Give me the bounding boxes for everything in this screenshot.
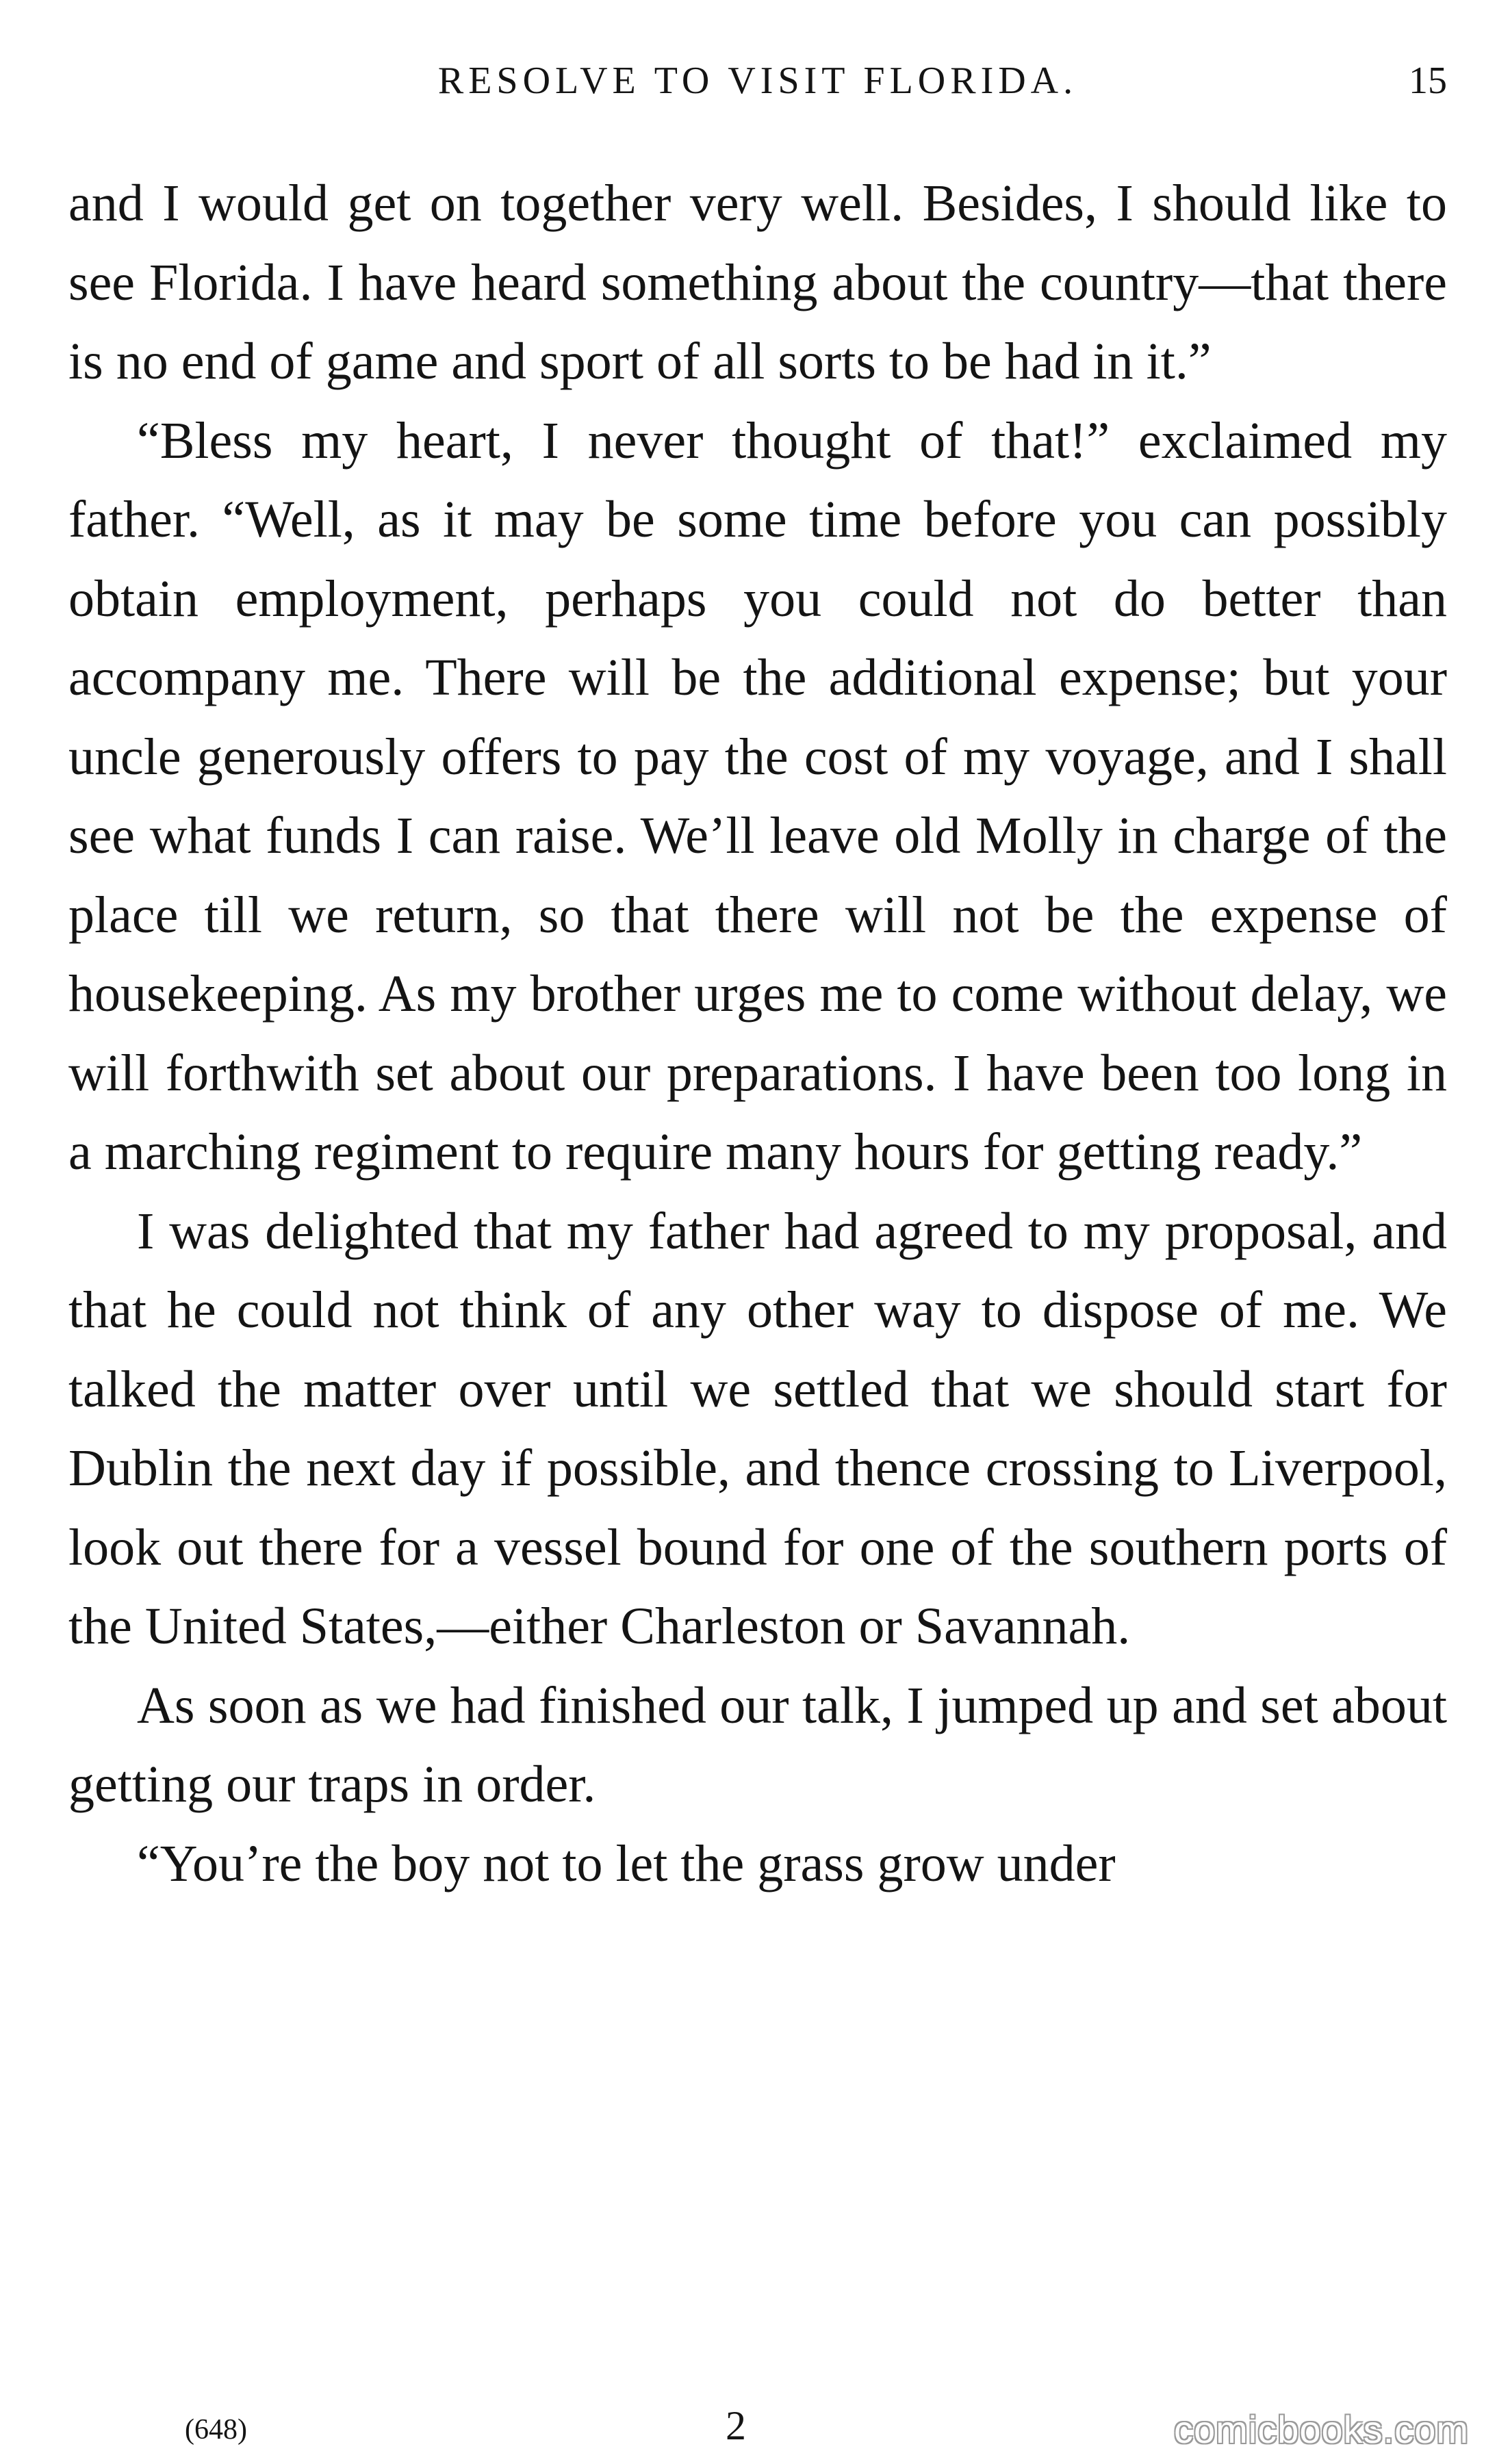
running-head	[68, 53, 1447, 108]
watermark-logo: comicbooks.com	[1173, 2408, 1469, 2451]
paragraph-grass-grow: “You’re the boy not to let the grass grow under	[137, 1834, 1116, 1892]
page-number: 15	[1409, 60, 1447, 102]
paragraph-delighted: I was delighted that my father had agreed to my proposal, and that he could not think of any other way to dispose of me. We talked the matter over until we settled that we should start for Dublin the next day if possible, and thence crossing to Liverpool, look out there for a vessel bound for one of the southern ports of the United States,—either Charleston or Savannah.	[68, 1202, 1447, 1655]
signature-code: (648)	[185, 2414, 247, 2446]
paragraph-finished-talk: As soon as we had finished our talk, I jumped up and set about getting our traps in order.	[68, 1676, 1447, 1813]
running-title: RESOLVE TO VISIT FLORIDA.	[437, 60, 1078, 102]
signature-mark: 2	[726, 2403, 746, 2448]
page-footer	[68, 2403, 1469, 2454]
paragraph-father-reply: “Bless my heart, I never thought of that!” exclaimed my father. “Well, as it may be some time before you can possibly obtain employment, perhaps you could not do better than accompany me. There will be the additional expense; but your uncle generously offers to pay the cost of my voyage, and I shall see what funds I can raise. We’ll leave old Molly in charge of the place till we return, so that there will not be the expense of housekeeping. As my brother urges me to come without delay, we will forthwith set about our preparations. I have been too long in a marching regiment to require many hours for getting ready.”	[68, 411, 1447, 1181]
body-text	[68, 164, 1447, 1903]
paragraph-continued: and I would get on together very well. Besides, I should like to see Florida. I have heard something about the country—that there is no end of game and sport of all sorts to be had in it.”	[68, 175, 1447, 390]
